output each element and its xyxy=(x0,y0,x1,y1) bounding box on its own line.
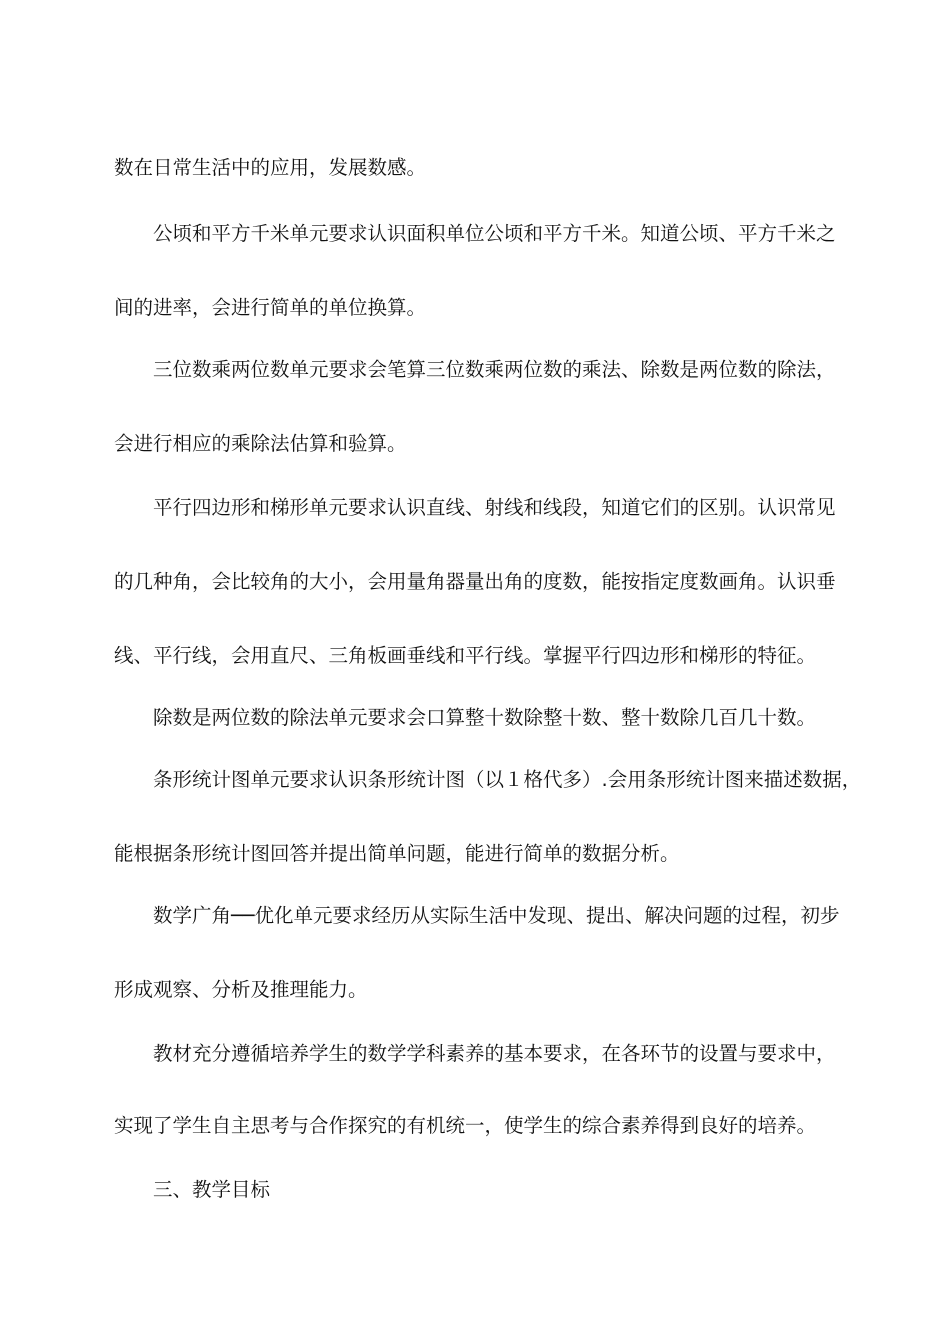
paragraph-start-line: 三位数乘两位数单元要求会笔算三位数乘两位数的乘法、除数是两位数的除法， xyxy=(153,357,836,381)
section-heading: 三、教学目标 xyxy=(153,1177,271,1201)
text-line: 形成观察、分析及推理能力。 xyxy=(114,977,368,1001)
text-line: 线、平行线，会用直尺、三角板画垂线和平行线。掌握平行四边形和梯形的特征。 xyxy=(114,643,817,667)
text-line: 的几种角，会比较角的大小，会用量角器量出角的度数，能按指定度数画角。认识垂 xyxy=(114,569,836,593)
text-line: 数在日常生活中的应用，发展数感。 xyxy=(114,155,427,179)
text-line: 实现了学生自主思考与合作探究的有机统一，使学生的综合素养得到良好的培养。 xyxy=(114,1113,817,1137)
text-line: 能根据条形统计图回答并提出简单问题，能进行简单的数据分析。 xyxy=(114,841,680,865)
paragraph-start-line: 平行四边形和梯形单元要求认识直线、射线和线段，知道它们的区别。认识常见 xyxy=(153,495,836,519)
paragraph-start-line: 教材充分遵循培养学生的数学学科素养的基本要求，在各环节的设置与要求中， xyxy=(153,1041,836,1065)
paragraph-start-line: 数学广角──优化单元要求经历从实际生活中发现、提出、解决问题的过程，初步 xyxy=(153,903,840,927)
paragraph-start-line: 公顷和平方千米单元要求认识面积单位公顷和平方千米。知道公顷、平方千米之 xyxy=(153,221,836,245)
paragraph-start-line: 条形统计图单元要求认识条形统计图（以１格代多）.会用条形统计图来描述数据， xyxy=(153,767,862,791)
text-line: 间的进率，会进行简单的单位换算。 xyxy=(114,295,427,319)
text-line: 会进行相应的乘除法估算和验算。 xyxy=(114,431,407,455)
paragraph-start-line: 除数是两位数的除法单元要求会口算整十数除整十数、整十数除几百几十数。 xyxy=(153,705,817,729)
